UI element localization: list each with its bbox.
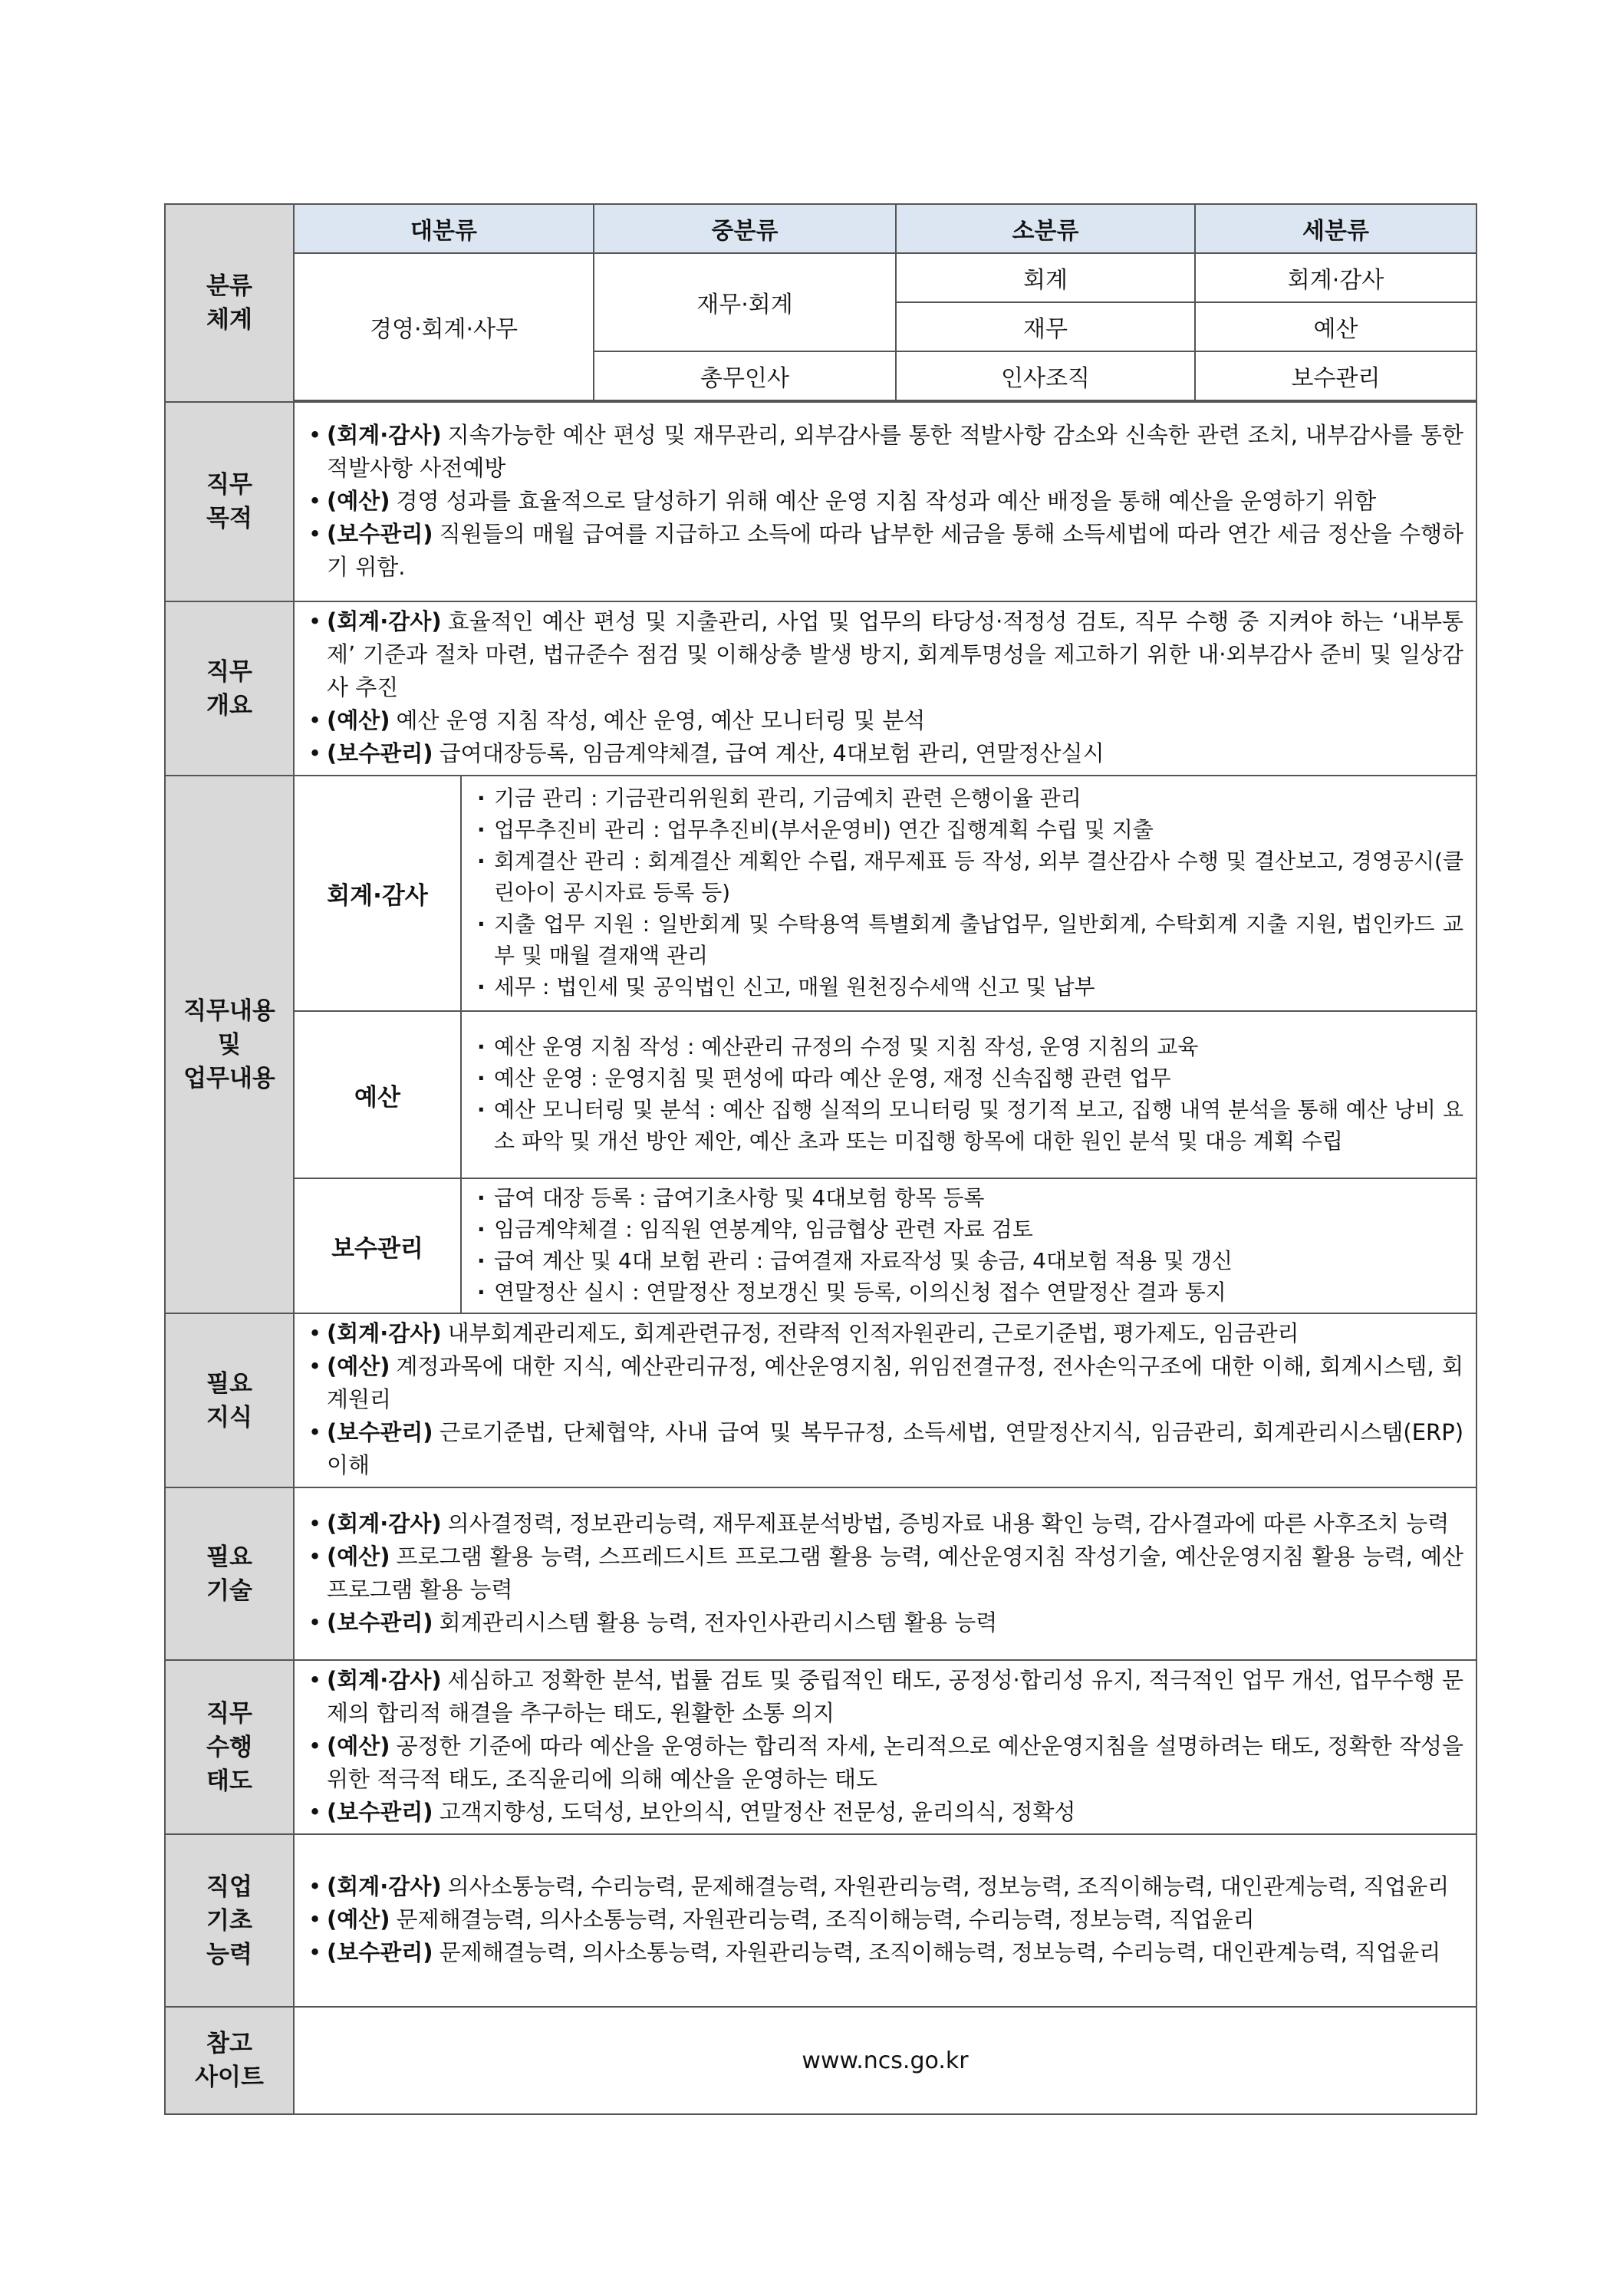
minor-value-accounting: 회계 — [896, 253, 1195, 302]
list-item: · 회계결산 관리 : 회계결산 계획안 수립, 재무제표 등 작성, 외부 결산감사 수행 및 결산보고, 경영공시(클린아이 공시자료 등록 등) — [472, 845, 1463, 908]
duty-group-budget: 예산 — [294, 1011, 461, 1178]
list-item: • (예산) 경영 성과를 효율적으로 달성하기 위해 예산 운영 지침 작성과 예산 배정을 통해 예산을 운영하기 위함 — [305, 485, 1463, 518]
list-item: • (보수관리) 근로기준법, 단체협약, 사내 급여 및 복무규정, 소득세법, 연말정산지식, 임금관리, 회계관리시스템(ERP) 이해 — [305, 1416, 1463, 1482]
job-description-table — [164, 203, 1477, 2115]
list-item: • (보수관리) 회계관리시스템 활용 능력, 전자인사관리시스템 활용 능력 — [305, 1606, 1463, 1639]
list-item: • (예산) 문제해결능력, 의사소통능력, 자원관리능력, 조직이해능력, 수리능력, 정보능력, 직업윤리 — [305, 1903, 1463, 1936]
minor-value-finance: 재무 — [896, 302, 1195, 351]
duty-group-audit: 회계·감사 — [294, 776, 461, 1011]
list-item: • (회계·감사) 내부회계관리제도, 회계관련규정, 전략적 인적자원관리, 근로기준법, 평가제도, 임금관리 — [305, 1317, 1463, 1350]
duty-group-payroll: 보수관리 — [294, 1178, 461, 1313]
duty-list-audit — [461, 776, 1477, 1011]
section-label-skills: 필요 기술 — [165, 1487, 294, 1660]
duty-list-budget — [461, 1011, 1477, 1178]
reference-site-link[interactable]: www.ncs.go.kr — [294, 2007, 1477, 2114]
list-item: • (예산) 공정한 기준에 따라 예산을 운영하는 합리적 자세, 논리적으로 예산운영지침을 설명하려는 태도, 정확한 작성을 위한 적극적 태도, 조직윤리에 의해 예산을 운영하는 태도 — [305, 1730, 1463, 1796]
attitude-content — [294, 1660, 1477, 1834]
header-detail: 세분류 — [1195, 204, 1477, 253]
section-label-classification: 분류 체계 — [165, 204, 294, 402]
section-label-purpose: 직무 목적 — [165, 402, 294, 601]
detail-value-payroll: 보수관리 — [1195, 351, 1477, 400]
list-item: · 연말정산 실시 : 연말정산 정보갱신 및 등록, 이의신청 접수 연말정산 결과 통지 — [472, 1276, 1463, 1308]
list-item: • (보수관리) 고객지향성, 도덕성, 보안의식, 연말정산 전문성, 윤리의식, 정확성 — [305, 1796, 1463, 1829]
basic-abilities-content — [294, 1834, 1477, 2007]
list-item: · 세무 : 법인세 및 공익법인 신고, 매월 원천징수세액 신고 및 납부 — [472, 971, 1463, 1003]
list-item: · 기금 관리 : 기금관리위원회 관리, 기금예치 관련 은행이율 관리 — [472, 782, 1463, 814]
list-item: • (회계·감사) 의사소통능력, 수리능력, 문제해결능력, 자원관리능력, 정보능력, 조직이해능력, 대인관계능력, 직업윤리 — [305, 1870, 1463, 1903]
skills-content — [294, 1487, 1477, 1660]
header-middle: 중분류 — [594, 204, 896, 253]
section-label-attitude: 직무 수행 태도 — [165, 1660, 294, 1834]
major-value: 경영·회계·사무 — [294, 253, 594, 400]
detail-value-budget: 예산 — [1195, 302, 1477, 351]
list-item: · 지출 업무 지원 : 일반회계 및 수탁용역 특별회계 출납업무, 일반회계, 수탁회계 지출 지원, 법인카드 교부 및 매월 결재액 관리 — [472, 908, 1463, 971]
list-item: • (회계·감사) 세심하고 정확한 분석, 법률 검토 및 중립적인 태도, 공정성·합리성 유지, 적극적인 업무 개선, 업무수행 문제의 합리적 해결을 추구하는 태도, 원활한 소통 의지 — [305, 1664, 1463, 1730]
list-item: · 예산 운영 : 운영지침 및 편성에 따라 예산 운영, 재정 신속집행 관련 업무 — [472, 1062, 1463, 1094]
list-item: • (보수관리) 직원들의 매월 급여를 지급하고 소득에 따라 납부한 세금을 통해 소득세법에 따라 연간 세금 정산을 수행하기 위함. — [305, 518, 1463, 584]
list-item: · 급여 대장 등록 : 급여기초사항 및 4대보험 항목 등록 — [472, 1182, 1463, 1214]
middle-value-finance: 재무·회계 — [594, 253, 896, 351]
section-label-reference: 참고 사이트 — [165, 2007, 294, 2114]
duty-list-payroll — [461, 1178, 1477, 1313]
header-major: 대분류 — [294, 204, 594, 253]
section-label-duties: 직무내용 및 업무내용 — [165, 776, 294, 1313]
list-item: · 임금계약체결 : 임직원 연봉계약, 임금협상 관련 자료 검토 — [472, 1214, 1463, 1245]
minor-value-hr-org: 인사조직 — [896, 351, 1195, 400]
list-item: · 업무추진비 관리 : 업무추진비(부서운영비) 연간 집행계획 수립 및 지출 — [472, 814, 1463, 845]
list-item: • (예산) 예산 운영 지침 작성, 예산 운영, 예산 모니터링 및 분석 — [305, 704, 1463, 737]
list-item: • (예산) 프로그램 활용 능력, 스프레드시트 프로그램 활용 능력, 예산운영지침 작성기술, 예산운영지침 활용 능력, 예산프로그램 활용 능력 — [305, 1540, 1463, 1606]
header-minor: 소분류 — [896, 204, 1195, 253]
list-item: • (보수관리) 급여대장등록, 임금계약체결, 급여 계산, 4대보험 관리, 연말정산실시 — [305, 737, 1463, 770]
list-item: • (회계·감사) 효율적인 예산 편성 및 지출관리, 사업 및 업무의 타당성·적정성 검토, 직무 수행 중 지켜야 하는 ‘내부통제’ 기준과 절차 마련, 법규준수 점검 및 이해상충 발생 방지, 회계투명성을 제고하기 위한 내·외부감사 준비 및 일상감사 추진 — [305, 605, 1463, 704]
list-item: • (보수관리) 문제해결능력, 의사소통능력, 자원관리능력, 조직이해능력, 정보능력, 수리능력, 대인관계능력, 직업윤리 — [305, 1936, 1463, 1969]
purpose-content — [294, 402, 1477, 601]
detail-value-audit: 회계·감사 — [1195, 253, 1477, 302]
list-item: · 급여 계산 및 4대 보험 관리 : 급여결재 자료작성 및 송금, 4대보험 적용 및 갱신 — [472, 1245, 1463, 1276]
knowledge-content — [294, 1313, 1477, 1487]
overview-content — [294, 601, 1477, 776]
section-label-basic-abilities: 직업 기초 능력 — [165, 1834, 294, 2007]
list-item: · 예산 운영 지침 작성 : 예산관리 규정의 수정 및 지침 작성, 운영 지침의 교육 — [472, 1031, 1463, 1062]
section-label-knowledge: 필요 지식 — [165, 1313, 294, 1487]
list-item: • (회계·감사) 지속가능한 예산 편성 및 재무관리, 외부감사를 통한 적발사항 감소와 신속한 관련 조치, 내부감사를 통한 적발사항 사전예방 — [305, 419, 1463, 485]
middle-value-hr: 총무인사 — [594, 351, 896, 400]
section-label-overview: 직무 개요 — [165, 601, 294, 776]
list-item: · 예산 모니터링 및 분석 : 예산 집행 실적의 모니터링 및 정기적 보고, 집행 내역 분석을 통해 예산 낭비 요소 파악 및 개선 방안 제안, 예산 초과 또는 미집행 항목에 대한 원인 분석 및 대응 계획 수립 — [472, 1094, 1463, 1157]
list-item: • (회계·감사) 의사결정력, 정보관리능력, 재무제표분석방법, 증빙자료 내용 확인 능력, 감사결과에 따른 사후조치 능력 — [305, 1507, 1463, 1540]
list-item: • (예산) 계정과목에 대한 지식, 예산관리규정, 예산운영지침, 위임전결규정, 전사손익구조에 대한 이해, 회계시스템, 회계원리 — [305, 1350, 1463, 1416]
